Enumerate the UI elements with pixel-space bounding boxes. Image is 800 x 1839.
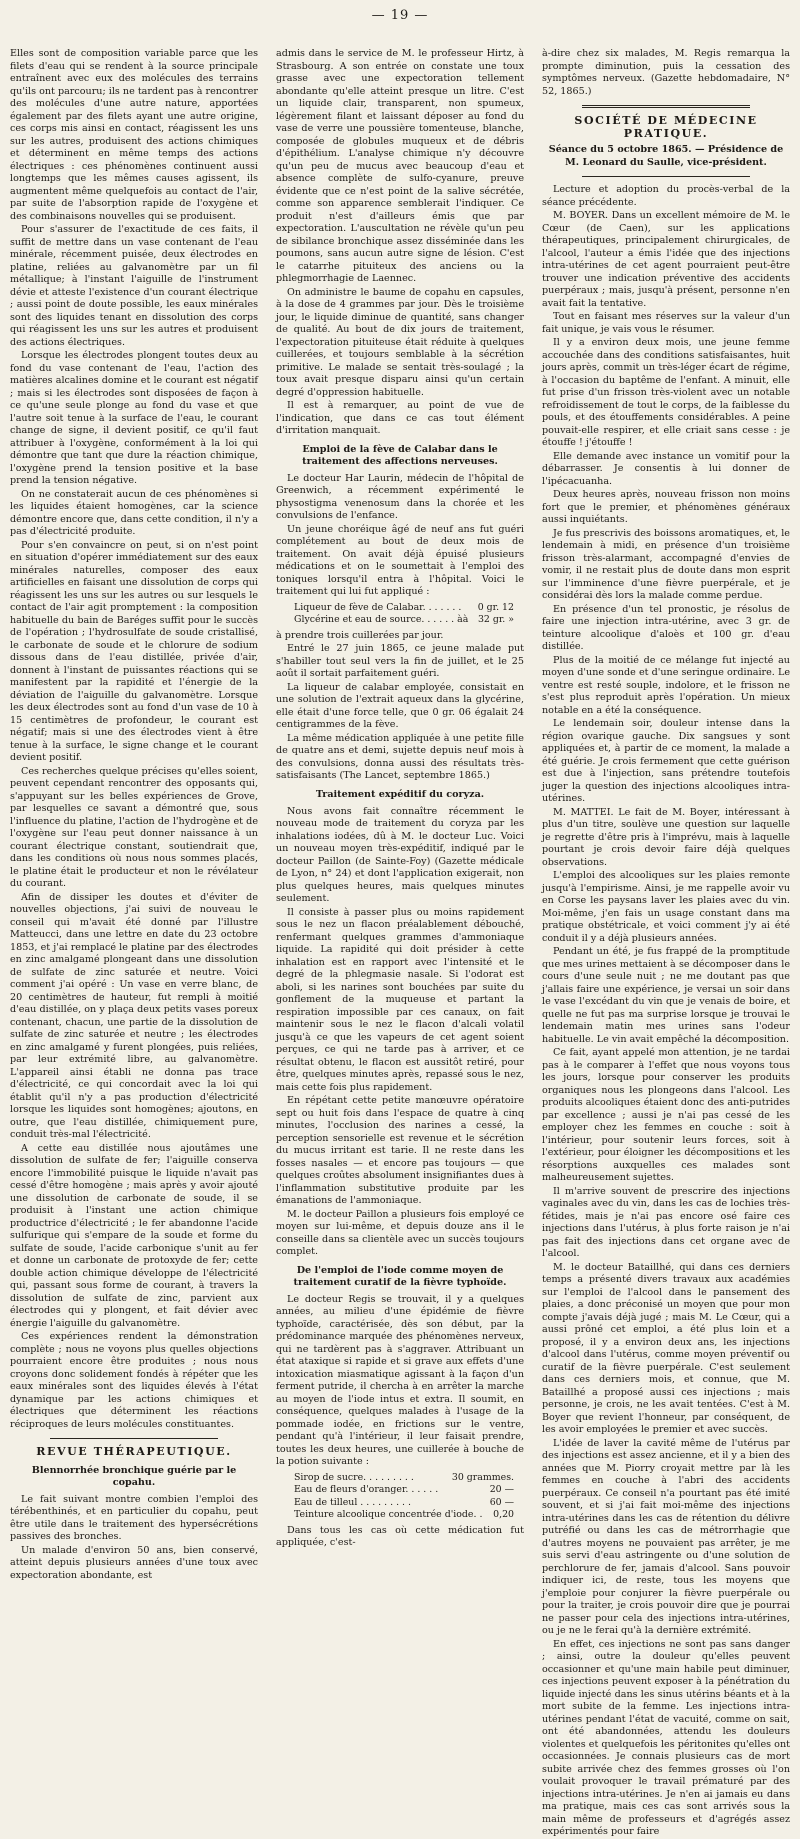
paragraph: En présence d'un tel pronostic, je résolus de faire une injection intra-utérine, avec 3 gr. de teinture alcoolique d'aloès et 100 gr. d'eau distillée. [542,603,790,652]
paragraph: Je fus prescrivis des boissons aromatiques, et, le lendemain à midi, en présence d'un troisième frisson très-alarmant, accompagné d'envies de vomir, il ne restait plus de doute dans mon esprit sur l'imminence d'une fièvre puerpérale, et je considérai dès lors la malade comme perdue. [542,527,790,601]
quantity: 20 — [489,1484,514,1495]
paragraph: On administre le baume de copahu en capsules, à la dose de 4 grammes par jour. Dès le troisième jour, le liquide diminue de quantité, sans changer de qualité. Au bout de dix jours de traitement, l'expectoration pituiteuse était réduite à quelques cuillerées, et toujours semblable à la sécrétion primitive. Le malade se sentait très-soulagé ; la toux avait presque disparu ainsi qu'un certain degré d'oppression habituelle. [276,286,524,398]
section-title: REVUE THÉRAPEUTIQUE. [36,1445,232,1458]
paragraph: On ne constaterait aucun de ces phénomènes si les liquides étaient homogènes, car la science démontre encore que, dans cette condition, il n'y a pas d'électricité produite. [10,488,258,537]
column-2 [276,48,524,1548]
paragraph: admis dans le service de M. le professeur Hirtz, à Strasbourg. A son entrée on constate une toux grasse avec une expectoration tellement abondante qu'elle atteint presque un litre. C'est un liquide clair, transparent, non spumeux, légèrement filant et laissant déposer au fond du vase de verre une poussière tomenteuse, blanche, composée de globules muqueux et de débris d'épithélium. L'analyse chimique n'y découvre qu'un peu de mucus avec beaucoup d'eau et absence complète de sulfo-cyanure, preuve évidente que ce n'est point de la salive sécrétée, comme son apparence semblerait l'indiquer. Ce produit n'est d'ailleurs émis que par expectoration. L'auscultation ne révèle qu'un peu de sibilance bronchique assez disséminée dans les poumons, sans aucun autre signe de lésion. C'est le catarrhe pituiteux des anciens ou la phlegmorrhagie de Laennec. [276,48,524,284]
paragraph: Entré le 27 juin 1865, ce jeune malade put s'habiller tout seul vers la fin de juillet, et le 25 août il sortait parfaitement guéri. [276,643,524,679]
paragraph: Ce fait, ayant appelé mon attention, je ne tardai pas à le comparer à l'effet que nous voyons tous les jours, lorsque pour conserver les produits organiques nous les plongeons dans l'alcool. Les produits alcooliques étaient donc des anti-putrides par excellence ; aussi je n'ai pas cessé de les employer chez les femmes en couche : soit à l'intérieur, pour soutenir leurs forces, soit à l'extérieur, pour éloigner les décompositions et les résorptions auxquelles ces malades sont malheureusement sujettes. [542,1047,790,1183]
paragraph: A cette eau distillée nous ajoutâmes une dissolution de sulfate de fer; l'aiguille conserva encore l'immobilité puisque le liquide n'avait pas cessé d'être homogène ; mais après y avoir ajouté une dissolution de carbonate de soude, il se produisit à l'instant une action chimique productrice d'électricité ; le fer abandonne l'acide sulfurique qui s'empare de la soude et forme du sulfate de soude, l'acide carbonique s'unit au fer et donne un carbonate de protoxyde de fer; cette double action chimique développe de l'électricité qui, passant sous forme de courant, à travers la dissolution de sulfate de zinc, parvient aux électrodes qui y plongent, et fait dévier avec énergie l'aiguille du galvanomètre. [10,1142,258,1329]
session-heading: Séance du 5 octobre 1865. — Présidence de M. Leonard du Saulle, vice-président. [548,144,784,168]
prescription [294,602,524,627]
prescription-line [294,1472,524,1485]
paragraph: Le docteur Regis se trouvait, il y a quelques années, au milieu d'une épidémie de fièvre typhoïde, caractérisée, dès son début, par la prédominance marquée des phénomènes nerveux, qui ne tardèrent pas à s'aggraver. Attribuant un état ataxique si rapide et si grave aux effets d'une intoxication miasmatique agissant à la façon d'un ferment putride, il chercha à en arrêter la marche au moyen de l'iode intus et extra. Il soumit, en conséquence, quelques malades à l'usage de la pommade iodée, en frictions sur le ventre, pendant qu'à l'intérieur, il leur faisait prendre, toutes les deux heures, une cuillerée à bouche de la potion suivante : [276,1293,524,1467]
section-divider [50,1438,218,1439]
paragraph: Elle demande avec instance un vomitif pour la débarrasser. Je consentis à lui donner de l'ipécacuanha. [542,450,790,487]
article-title: De l'emploi de l'iode comme moyen de traitement curatif de la fièvre typhoïde. [293,1264,507,1288]
page-number: — 19 — [371,8,429,23]
paragraph: En répétant cette petite manœuvre opératoire sept ou huit fois dans l'espace de quatre à cinq minutes, l'occlusion des narines a cessé, la perception sensorielle est revenue et le sécrétion du mucus irritant est tarie. Il ne reste dans les fosses nasales — et encore pas toujours — que quelques croûtes absolument insignifiantes dues à l'inflammation substitutive produite par les émanations de l'ammoniaque. [276,1095,524,1206]
paragraph: Deux heures après, nouveau frisson non moins fort que le premier, et phénomènes généraux aussi inquiétants. [542,489,790,525]
paragraph: à-dire chez six malades, M. Regis remarqua la prompte diminution, puis la cessation des symptômes nerveux. (Gazette hebdomadaire, N° 52, 1865.) [542,48,790,97]
paragraph: L'idée de laver la cavité même de l'utérus par des injections est assez ancienne, et il y a bien des années que M. Piorry croyait mettre par là les femmes en couche à l'abri des accidents puerpéraux. Ce conseil n'a pourtant pas été imité souvent, et si j'ai fait moi-même des injections intra-utérines dans les cas de rétention du délivre putréfié ou dans les cas de métrorrhagie que d'autres moyens ne pouvaient pas arrêter, je me suis servi d'eau astringente ou d'une solution de perchlorure de fer, jamais d'alcool. Sans pouvoir indiquer ici, de reste, tous les moyens que j'emploie pour conjurer la fièvre puerpérale ou pour la traiter, je crois pouvoir dire que je pourrai ne passer pour cela des injections intra-utérines, ou je ne le ferai qu'à la dernière extrémité. [542,1437,790,1636]
prescription-line [294,1497,524,1510]
paragraph: M. MATTEI. Le fait de M. Boyer, intéressant à plus d'un titre, soulève une question sur laquelle je regrette d'être pris à l'imprévu, mais à laquelle pourtant je crois devoir faire déjà quelques observations. [542,806,790,868]
quantity: 32 gr. » [477,614,514,625]
paragraph: Plus de la moitié de ce mélange fut injecté au moyen d'une sonde et d'une seringue ordinaire. Le ventre est resté souple, indolore, et le frisson ne s'est plus reproduit après l'opération. Un mieux notable en a été la conséquence. [542,654,790,716]
paragraph: Il m'arrive souvent de prescrire des injections vaginales avec du vin, dans les cas de lochies très-fétides, mais je n'ai pas encore osé faire ces injections dans l'utérus, à plus forte raison je n'ai pas fait des injections dans cet organe avec de l'alcool. [542,1185,790,1259]
paragraph: Un malade d'environ 50 ans, bien conservé, atteint depuis plusieurs années d'une toux avec expectoration abondante, est [10,1544,258,1581]
ingredient: Teinture alcoolique concentrée d'iode. . [294,1509,483,1520]
paragraph: M. le docteur Bataillhé, qui dans ces derniers temps a présenté divers travaux aux académies sur l'emploi de l'alcool dans le pansement des plaies, a donc préconisé un moyen que pour mon compte j'avais déjà jugé ; mais M. Le Cœur, qui a aussi prôné cet emploi, a été plus loin et a proposé, il y a environ deux ans, les injections d'alcool dans l'utérus, comme moyen préventif ou curatif de la fièvre puerpérale. C'est seulement dans ces derniers mois, et connue, que M. Bataillhé a proposé aussi ces injections ; mais personne, je crois, ne les avait tentées. C'est à M. Boyer que revient l'honneur, par conséquent, de les avoir employées le premier et avec succès. [542,1261,790,1435]
paragraph: Il est à remarquer, au point de vue de l'indication, que dans ce cas tout élément d'irritation manquait. [276,400,524,436]
quantity: 0,20 [493,1509,514,1520]
paragraph: La liqueur de calabar employée, consistait en une solution de l'extrait aqueux dans la glycérine, elle était d'une force telle, que 0 gr. 06 égalait 24 centigrammes de la fève. [276,681,524,730]
article-title: Traitement expéditif du coryza. [315,788,485,800]
ingredient: Sirop de sucre. . . . . . . . . [294,1471,414,1483]
paragraph: Dans tous les cas où cette médication fut appliquée, c'est- [276,1524,524,1548]
ingredient: Eau de tilleul . . . . . . . . . [294,1496,411,1508]
prescription [294,1472,524,1522]
paragraph: L'emploi des alcooliques sur les plaies remonte jusqu'à l'empirisme. Ainsi, je me rappelle avoir vu en Corse les paysans laver les plaies avec du vin. Moi-même, j'en fais un usage constant dans ma pratique obstétricale, et voici comment j'y ai été conduit il y a déjà plusieurs années. [542,870,790,944]
article-title: Emploi de la fève de Calabar dans le traitement des affections nerveuses. [302,443,498,467]
paragraph: Le docteur Har Laurin, médecin de l'hôpital de Greenwich, a récemment expérimenté le physostigma venenosum dans la chorée et les convulsions de l'enfance. [276,472,524,521]
paragraph: Afin de dissiper les doutes et d'éviter de nouvelles objections, j'ai suivi de nouveau le conseil qui m'avait été donné par l'illustre Matteucci, dans une lettre en date du 23 octobre 1853, et j'ai remplacé le platine par des électrodes en zinc amalgamé plongeant dans une dissolution de sulfate de zinc saturée et neutre. Voici comment j'ai opéré : Un vase en verre blanc, de 20 centimètres de hauteur, fut rempli à moitié d'eau distillée, on y plaça deux petits vases poreux contenant, chacun, une partie de la dissolution de sulfate de zinc saturée et neutre ; les électrodes en zinc amalgamé y furent plongées, puis reliées, par leur extrémité libre, au galvanomètre. L'appareil ainsi établi ne donna pas trace d'électricité, ce qui concordait avec la loi qui établit qu'il n'y a pas production d'électricité lorsque les liquides sont homogènes; ajoutons, en outre, que l'eau distillée, chimiquement pure, conduit très-mal l'électricité. [10,891,258,1140]
ingredient: Eau de fleurs d'oranger. . . . . . [294,1484,439,1495]
paragraph: Nous avons fait connaître récemment le nouveau mode de traitement du coryza par les inhalations iodées, dû à M. le docteur Luc. Voici un nouveau moyen très-expéditif, indiqué par le docteur Paillon (de Sainte-Foy) (Gazette médicale de Lyon, n° 24) et dont l'application exigerait, non plus quelques heures, mais quelques minutes seulement. [276,805,524,904]
paragraph: Ces expériences rendent la démonstration complète ; nous ne voyons plus quelles objections pourraient encore être produites ; nous nous croyons donc solidement fondés à répéter que les eaux minérales sont des liquides élevés à l'état dynamique par les actions chimiques et électriques que déterminent les réactions réciproques de leurs molécules constituantes. [10,1331,258,1430]
ingredient: Glycérine et eau de source. . . . . . àà [294,614,469,625]
paragraph: Ces recherches quelque précises qu'elles soient, peuvent cependant rencontrer des opposants qui, s'appuyant sur les belles expériences de Grove, par lesquelles ce savant a démontré que, sous l'influence du platine, l'action de l'hydrogène et de l'oxygène sur l'eau peut donner naissance à un courant électrique constant, soutiendrait que, dans les conditions où nous nous sommes placés, le platine était le producteur et non le révélateur du courant. [10,765,258,889]
ingredient: Liqueur de fève de Calabar. . . . . . . [294,601,462,613]
prescription-line [294,1509,524,1522]
paragraph: Un jeune choréique âgé de neuf ans fut guéri complétement au bout de deux mois de traitement. On avait déjà épuisé plusieurs médications et on le soumettait à l'emploi des toniques lorsqu'il entra à l'hôpital. Voici le traitement qui lui fut appliqué : [276,523,524,597]
paragraph: Pour s'en convaincre on peut, si on n'est point en situation d'opérer immédiatement sur des eaux minérales naturelles, composer des eaux artificielles en faisant une dissolution de corps qui réagissent les uns sur les autres ou sur lesquels le contact de l'air agit promptement : la composition habituelle du bain de Baréges suffit pour le succès de l'opération ; l'hydrosulfate de soude cristallisé, le carbonate de soude et le chlorure de sodium dissous dans de l'eau distillée, privée d'air, donnent à l'instant de puissantes réactions qui se manifestent par la rapidité et l'énergie de la déviation de l'aiguille du galvanomètre. Lorsque les deux électrodes sont au fond d'un vase de 10 à 15 centimètres de profondeur, le courant est négatif; mais si une des électrodes vient à être tenue à la surface, le signe change et le courant devient positif. [10,539,258,763]
column-3 [542,48,790,1837]
paragraph: Lecture et adoption du procès-verbal de la séance précédente. [542,184,790,208]
paragraph: M. le docteur Paillon a plusieurs fois employé ce moyen sur lui-même, et depuis douze ans il le conseille dans sa clientèle avec un succès toujours complet. [276,1208,524,1257]
quantity: 0 gr. 12 [477,601,514,613]
section-divider [582,105,750,108]
paragraph: Tout en faisant mes réserves sur la valeur d'un fait unique, je vais vous le résumer. [542,311,790,335]
paragraph: Il y a environ deux mois, une jeune femme accouchée dans des conditions satisfaisantes, huit jours après, commit un très-léger écart de régime, à l'occasion du baptême de l'enfant. A minuit, elle fut prise d'un frisson très-violent avec un notable refroidissement de tout le corps, de la faiblesse du pouls, et des étouffements considérables. A peine pouvait-elle respirer, et elle criait sans cesse : je étouffe ! j'étouffe ! [542,337,790,448]
section-divider [582,176,750,177]
paragraph: Il consiste à passer plus ou moins rapidement sous le nez un flacon préalablement débouché, renfermant quelques grammes d'ammoniaque liquide. La rapidité qui doit présider à cette inhalation est en rapport avec l'intensité et le degré de la phlegmasie nasale. Si l'odorat est aboli, si les narines sont bouchées par suite du gonflement de la muqueuse et partant la respiration impossible par ces canaux, on fait maintenir sous le nez le flacon d'alcali volatil jusqu'à ce que les vapeurs de cet agent soient perçues, ce qui ne tarde pas à arriver, et ce résultat obtenu, le flacon est aussitôt retiré, pour être, quelques minutes après, repassé sous le nez, mais cette fois plus rapidement. [276,906,524,1093]
quantity: 30 grammes. [451,1471,514,1483]
prescription-line [294,602,524,615]
paragraph: Elles sont de composition variable parce que les filets d'eau qui se rendent à la source principale entraînent avec eux des molécules des terrains qu'ils ont parcouru; ils ne tardent pas à rencontrer des molécules d'une autre nature, apportées également par des filets ayant une autre origine, ces corps mis ainsi en contact, réagissent les uns sur les autres, produisent des actions chimiques et déterminent en même temps des actions électriques : ces phénomènes continuent aussi longtemps que les mêmes causes agissent, ils augmentent même quelquefois au contact de l'air, par suite de l'absorption rapide de l'oxygène et des combinaisons nouvelles qui se produisent. [10,48,258,222]
section-title: SOCIÉTÉ DE MÉDECINE PRATIQUE. [574,114,758,140]
paragraph: La même médication appliquée à une petite fille de quatre ans et demi, sujette depuis neuf mois à des convulsions, donna aussi des résultats très-satisfaisants (The Lancet, septembre 1865.) [276,732,524,781]
paragraph: Le lendemain soir, douleur intense dans la région ovarique gauche. Dix sangsues y sont appliquées et, à partir de ce moment, la malade a été guérie. Je crois fermement que cette guérison est due à l'injection, sans prétendre toutefois juger la question des injections alcooliques intra-utérines. [542,718,790,804]
paragraph: Pour s'assurer de l'exactitude de ces faits, il suffit de mettre dans un vase contenant de l'eau minérale, récemment puisée, deux électrodes en platine, reliées au galvanomètre par un fil métallique; à l'instant l'aiguille de l'instrument dévie et atteste l'existence d'un courant électrique ; aussi point de doute possible, les eaux minérales sont des liquides tenant en dissolution des corps qui réagissent les uns sur les autres et produisent des actions électriques. [10,224,258,348]
paragraph: à prendre trois cuillerées par jour. [276,629,444,641]
article-title: Blennorrhée bronchique guérie par le copahu. [31,1464,237,1488]
paragraph: Lorsque les électrodes plongent toutes deux au fond du vase contenant de l'eau, l'action des matières alcalines domine et le courant est négatif ; mais si les électrodes sont disposées de façon à ce qu'une seule plonge au fond du vase et que l'autre soit tenue à la surface de l'eau, le courant change de signe, il devient positif, ce qu'il faut attribuer à l'oxygène, conformément à la loi qui démontre que tant que dure la réaction chimique, l'oxygène prend la tension positive et la base prend la tension négative. [10,350,258,486]
paragraph: M. BOYER. Dans un excellent mémoire de M. le Cœur (de Caen), sur les applications thérapeutiques, principalement chirurgicales, de l'alcool, l'auteur a émis l'idée que des injections intra-utérines de cet agent pourraient peut-être trouver une indication préventive des accidents puerpéraux ; mais, jusqu'à présent, personne n'en avait fait la tentative. [542,210,790,309]
paragraph: Le fait suivant montre combien l'emploi des térébenthinés, et en particulier du copahu, peut être utile dans le traitement des hypersécrétions passives des bronches. [10,1493,258,1542]
prescription-line [294,614,524,627]
paragraph: Pendant un été, je fus frappé de la promptitude que mes urines mettaient à se décomposer dans le cours d'une seule nuit ; ne me doutant pas que j'allais faire une expérience, je versai un soir dans le vase l'excédant du vin que je venais de boire, et quelle ne fut pas ma surprise lorsque je trouvai le lendemain matin mes urines sans l'odeur habituelle. Le vin avait empêché la décomposition. [542,946,790,1045]
prescription-line [294,1484,524,1497]
quantity: 60 — [489,1496,514,1508]
column-1 [10,48,258,1581]
paragraph: En effet, ces injections ne sont pas sans danger ; ainsi, outre la douleur qu'elles peuvent occasionner et qu'une main habile peut diminuer, ces injections peuvent exposer à la pénétration du liquide injecté dans les sinus utérins béants et à la mort subite de la femme. Les injections intra-utérines pendant l'état de vacuité, comme on sait, ont été abandonnées, attendu les douleurs violentes et quelquefois les péritonites qu'elles ont occasionnées. Je connais plusieurs cas de mort subite arrivée chez des femmes grosses où l'on voulait provoquer le travail prématuré par des injections intra-utérines. Je n'en ai jamais eu dans ma pratique, mais ces cas sont arrivés sous la main même de professeurs et d'agrégés assez expérimentés pour faire [542,1638,790,1837]
